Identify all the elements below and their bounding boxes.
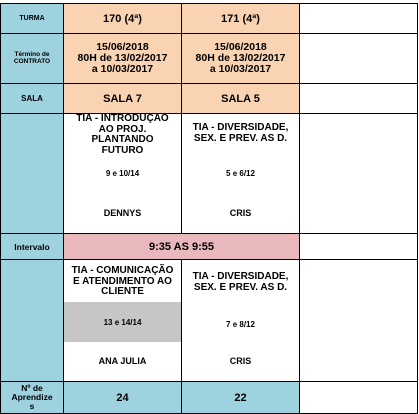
block2-171-title [182, 272, 299, 293]
block2-170-title-line: TIA - COMUNICAÇÃO [71, 265, 174, 276]
empty-cell [299, 381, 418, 414]
label-aprendizes [0, 381, 64, 414]
label-termino-line2: CONTRATO [13, 57, 51, 65]
contrato-171-line2: 80H de 13/02/2017 [195, 51, 286, 64]
aprendizes-170[interactable] [63, 381, 182, 414]
intervalo-time[interactable] [63, 233, 300, 260]
block2-171-dates: 7 e 8/12 [226, 320, 255, 329]
block1-170-title-line: TIA - INTRODUÇÃO [76, 114, 169, 124]
empty-cell [299, 113, 418, 234]
label-block2-empty [0, 259, 64, 382]
turma-170[interactable] [63, 3, 182, 34]
turma-171[interactable] [181, 3, 300, 34]
class-block1-171[interactable] [181, 113, 300, 234]
contrato-171-line3: a 10/03/2017 [209, 63, 272, 75]
aprendizes-171-text: 22 [234, 391, 247, 404]
empty-cell [299, 3, 418, 34]
block2-170-title [64, 266, 181, 298]
block1-171-title [182, 123, 299, 144]
class-block1-170[interactable] [63, 113, 182, 234]
contrato-170-line1: 15/06/2018 [96, 40, 149, 53]
contrato-170-line2: 80H de 13/02/2017 [77, 51, 168, 64]
block1-170-title [64, 114, 181, 159]
turma-170-text: 170 (4ª) [103, 12, 142, 25]
block2-170-title-line: CLIENTE [101, 286, 144, 297]
turma-171-text: 171 (4ª) [221, 12, 260, 25]
label-aprendizes-line1: Nº de [21, 383, 43, 394]
empty-cell [299, 233, 418, 260]
block2-171-title-line: SEX. E PREV. AS D. [193, 281, 288, 293]
sala-171[interactable] [181, 83, 300, 114]
block2-171-title-line: TIA - DIVERSIDADE, [192, 271, 289, 282]
block2-170-dates [64, 302, 181, 342]
intervalo-time-text: 9:35 AS 9:55 [148, 240, 215, 253]
aprendizes-171[interactable] [181, 381, 300, 414]
block1-170-dates: 9 e 10/14 [105, 169, 140, 178]
class-block2-171[interactable] [181, 259, 300, 382]
empty-cell [299, 83, 418, 114]
label-turma [0, 3, 64, 34]
label-termino-contrato [0, 33, 64, 84]
sala-170[interactable] [63, 83, 182, 114]
sala-170-text: SALA 7 [103, 92, 142, 105]
block2-170-title-line: E ATENDIMENTO AO [73, 275, 172, 287]
label-aprendizes-line2: Aprendize [11, 392, 53, 403]
label-termino-line1: Término de [14, 50, 50, 58]
contrato-170-line3: a 10/03/2017 [91, 63, 154, 75]
block2-170-teacher: ANA JULIA [98, 356, 147, 366]
block1-170-teacher: DENNYS [103, 208, 142, 218]
contrato-171[interactable] [181, 33, 300, 84]
block1-170-title-line: FUTURO [101, 144, 144, 156]
block1-170-title-line: AO PROJ. [98, 123, 147, 135]
aprendizes-170-text: 24 [116, 391, 129, 404]
block1-171-title-line: TIA - DIVERSIDADE, [192, 122, 289, 133]
class-block2-170[interactable] [63, 259, 182, 382]
label-intervalo [0, 233, 64, 260]
block1-171-title-line: SEX. E PREV. AS D. [193, 132, 288, 144]
label-block1-empty [0, 113, 64, 234]
label-intervalo-text: Intervalo [14, 241, 50, 252]
block1-171-dates: 5 e 6/12 [226, 169, 255, 178]
block2-170-dates-text: 13 e 14/14 [103, 317, 142, 327]
label-sala [0, 83, 64, 114]
block2-171-teacher: CRIS [229, 356, 252, 366]
contrato-171-line1: 15/06/2018 [214, 40, 267, 53]
label-sala-text: SALA [21, 94, 43, 103]
empty-cell [299, 259, 418, 382]
block1-171-teacher: CRIS [229, 208, 252, 218]
block1-170-title-line: PLANTANDO [91, 134, 154, 145]
label-aprendizes-line3: s [29, 400, 35, 411]
label-turma-text: TURMA [19, 15, 45, 22]
contrato-170[interactable] [63, 33, 182, 84]
sala-171-text: SALA 5 [221, 92, 260, 105]
empty-cell [299, 33, 418, 84]
